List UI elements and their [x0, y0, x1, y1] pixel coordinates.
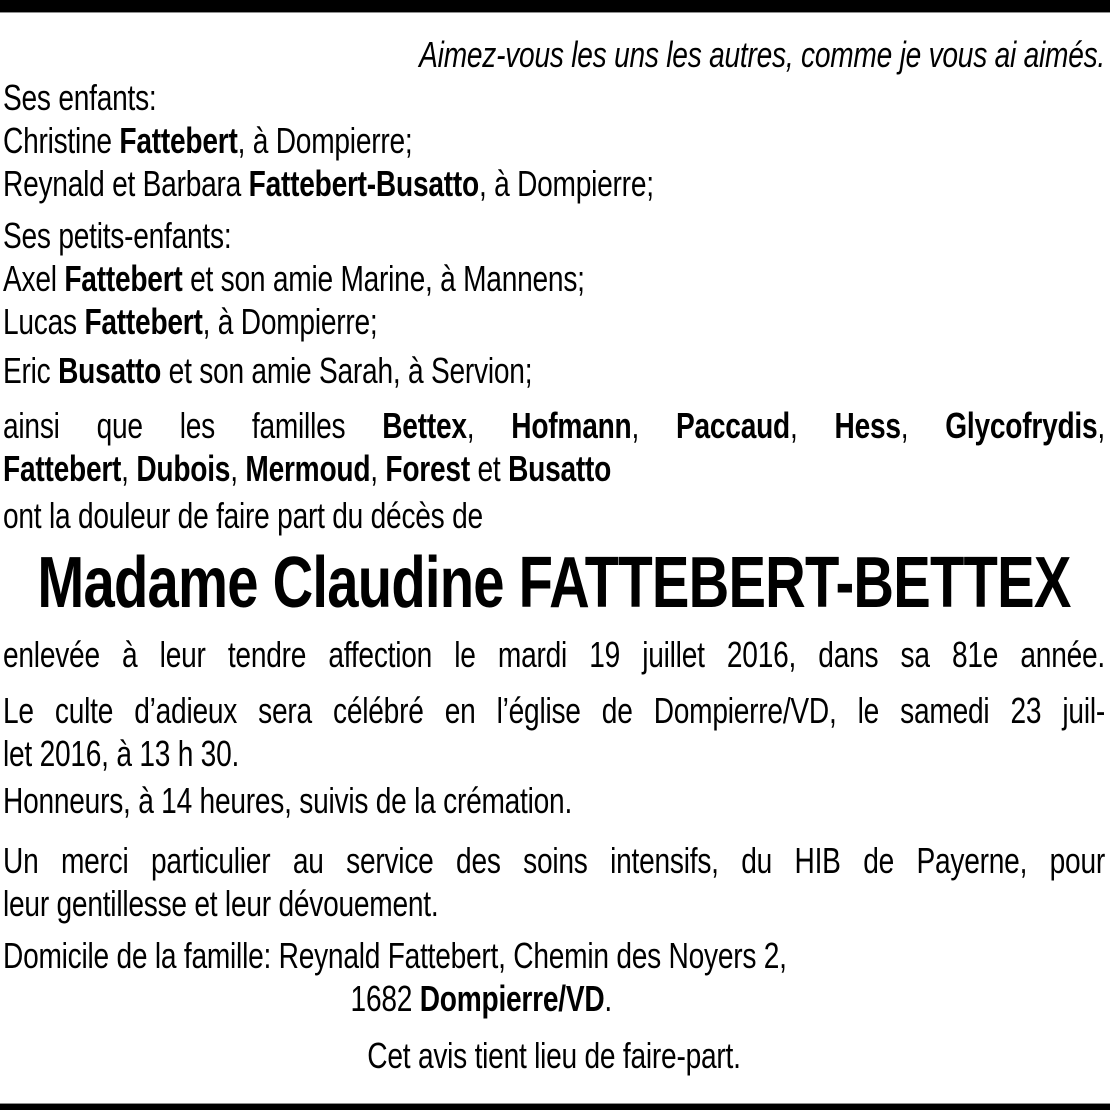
text-run: , à Dompierre; [202, 301, 378, 342]
text-run: , [230, 448, 246, 489]
service-section [3, 689, 1105, 775]
deceased-name-heading: Madame Claudine FATTEBERT-BETTEX [37, 543, 1071, 623]
text-run: Eric [3, 350, 59, 391]
text-run: , à Dompierre; [478, 163, 654, 204]
locality-name: Dompierre/VD [419, 978, 605, 1019]
text-run: , [1097, 405, 1105, 446]
text-run: et son amie Marine, à Mannens; [182, 258, 585, 299]
family-name: Hofmann [511, 405, 632, 446]
text-run: . [604, 978, 612, 1019]
family-name: Fattebert [119, 120, 238, 161]
text-run: , [121, 448, 137, 489]
grandchildren-section [3, 214, 1105, 343]
text-run: , [466, 405, 512, 446]
text-run: Axel [3, 258, 65, 299]
thanks-section [3, 839, 1105, 925]
address-section [3, 934, 1105, 1020]
family-name: Dubois [136, 448, 231, 489]
grandchild-line [3, 300, 1105, 343]
address-line: Domicile de la famille: Reynald Fattebert, Chemin des Noyers 2, [3, 935, 787, 976]
families-line [3, 447, 1105, 490]
announcement-line: ont la douleur de faire part du décès de [3, 495, 483, 536]
family-name: Hess [834, 405, 901, 446]
text-run: ainsi que les familles [3, 405, 383, 446]
family-name: Fattebert-Busatto [248, 163, 479, 204]
children-section [3, 76, 1105, 205]
family-name: Fattebert [84, 301, 203, 342]
text-run: , [789, 405, 835, 446]
relative-line [3, 349, 1105, 392]
family-name: Bettex [382, 405, 467, 446]
death-line: enlevée à leur tendre affection le mardi 19 juillet 2016, dans sa 81e année. [3, 634, 1105, 675]
family-name: Glycofrydis [945, 405, 1098, 446]
text-run: Reynald et Barbara [3, 163, 249, 204]
thanks-line: Un merci particulier au service des soins intensifs, du HIB de Payerne, pour [3, 840, 1105, 881]
text-run: et son amie Sarah, à Servion; [161, 350, 533, 391]
text-run: 1682 [350, 978, 420, 1019]
notice-content [3, 0, 1105, 1077]
family-name: Paccaud [675, 405, 790, 446]
service-line: Le culte d’adieux sera célébré en l’église de Dompierre/VD, le samedi 23 juil- [3, 690, 1105, 731]
family-name: Fattebert [64, 258, 183, 299]
family-name: Forest [385, 448, 470, 489]
child-line [3, 119, 1105, 162]
address-line [351, 977, 1105, 1020]
grandchildren-label: Ses petits-enfants: [3, 215, 232, 256]
grandchild-line [3, 257, 1105, 300]
families-section [3, 404, 1105, 490]
text-run: et [469, 448, 509, 489]
text-run: , [631, 405, 676, 446]
text-run: Lucas [3, 301, 85, 342]
text-run: , [900, 405, 946, 446]
relative-section [3, 349, 1105, 392]
text-run: , à Dompierre; [237, 120, 413, 161]
family-name: Busatto [508, 448, 612, 489]
epigraph-quote: Aimez-vous les uns les autres, comme je vous ai aimés. [419, 34, 1105, 75]
family-name: Busatto [58, 350, 162, 391]
honors-line: Honneurs, à 14 heures, suivis de la crémation. [3, 780, 573, 821]
families-line [3, 404, 1105, 447]
bottom-rule [0, 1103, 1110, 1110]
text-run: Christine [3, 120, 120, 161]
family-name: Mermoud [245, 448, 371, 489]
service-line: let 2016, à 13 h 30. [3, 733, 240, 774]
family-name: Fattebert [3, 448, 122, 489]
children-label: Ses enfants: [3, 77, 157, 118]
text-run: , [370, 448, 386, 489]
child-line [3, 162, 1105, 205]
thanks-line: leur gentillesse et leur dévouement. [3, 883, 439, 924]
closing-line: Cet avis tient lieu de faire-part. [367, 1035, 741, 1076]
